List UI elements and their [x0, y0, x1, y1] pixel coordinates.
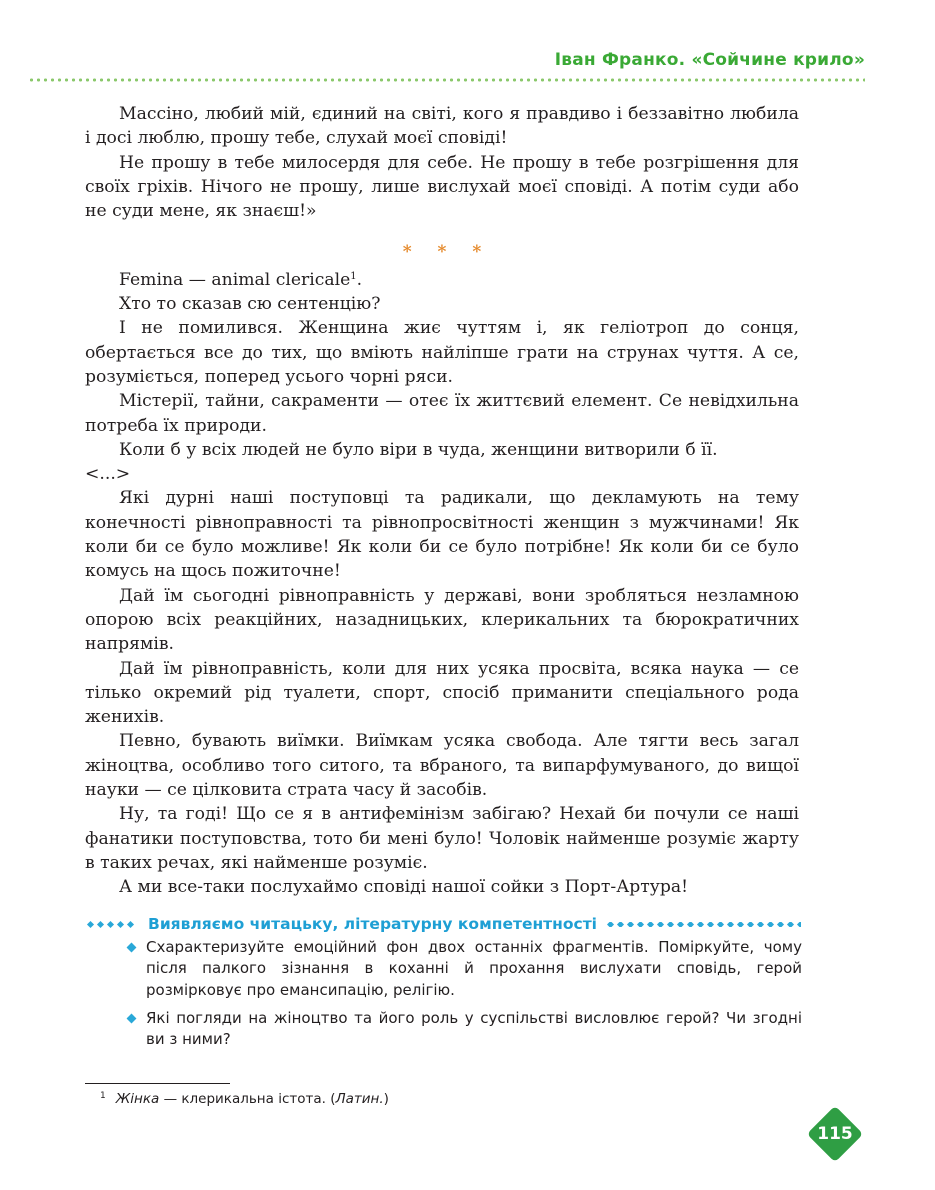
page-number-badge	[807, 1106, 863, 1162]
running-header-title: Іван Франко. «Сойчине крило»	[554, 50, 865, 70]
diamond-bullet-icon	[127, 1013, 137, 1023]
paragraph: І не помилився. Женщина жиє чуттям і, як геліотроп до сонця, обертається все до тих, що вміють найліпше грати на струнах чуття. А се, розуміється, поперед усього чорні ряси.	[85, 318, 799, 387]
section-separator: * * *	[402, 242, 492, 263]
footnote-term: Жінка	[115, 1091, 160, 1107]
footnote-mark: 1	[100, 1091, 106, 1101]
epigraph-end: .	[356, 269, 363, 290]
diamond-bullet-icon	[127, 943, 137, 953]
paragraph: Певно, бувають виїмки. Виїмкам усяка свобода. Але тягти весь загал жіноцтва, особливо того ситого, та вбраного, та випарфумуваного, до вищої науки — се цілковита страта часу й засобів.	[85, 731, 799, 801]
paragraph: А ми все-таки послухаймо сповіді нашої сойки з Порт-Артура!	[119, 877, 689, 898]
task-item	[126, 1008, 802, 1051]
paragraph: Містерії, тайни, сакраменти — отеє їх життєвий елемент. Се невідхильна потреба їх природи.	[85, 391, 799, 436]
page-number: 115	[817, 1124, 853, 1144]
task-section-header	[87, 913, 801, 935]
paragraph: Хто то сказав сю сентенцію?	[119, 294, 381, 315]
footnote-close: )	[383, 1091, 389, 1107]
header-dotted-rule	[28, 78, 865, 82]
task-item	[126, 937, 802, 1001]
main-text	[85, 102, 799, 900]
epigraph-text: Femina — animal clericale	[119, 269, 351, 290]
footnote-reference[interactable]: 1	[350, 270, 357, 282]
paragraph: Массіно, любий мій, єдиний на світі, кого я правдиво і беззавітно любила і досі люблю, прошу тебе, слухай моєї сповіді!	[85, 104, 799, 149]
diamond-ornament-left	[87, 922, 134, 927]
diamond-ornament-right	[607, 922, 801, 927]
footnote-divider	[85, 1083, 230, 1084]
omission-mark: <...>	[85, 464, 131, 485]
task-list	[126, 937, 802, 1057]
paragraph: Які дурні наші поступовці та радикали, що декламують на тему конечності рівноправності та рівнопросвітності женщин з мужчинами! Як коли би се було можливе! Як коли би се було потрібне! Як коли би се було комусь на щось пожиточне!	[85, 488, 799, 582]
task-text: Схарактеризуйте емоційний фон двох останніх фрагментів. Поміркуйте, чому після палкого зізнання в коханні й прохання вислухати сповідь, герой розмірковує про емансипацію, релігію.	[146, 938, 802, 999]
paragraph: Коли б у всіх людей не було віри в чуда, женщини витворили б її.	[119, 439, 718, 460]
epigraph	[85, 268, 799, 292]
task-section-title: Виявляємо читацьку, літературну компетентності	[148, 915, 597, 933]
footnote-lang: Латин.	[335, 1091, 384, 1107]
paragraph: Дай їм сьогодні рівноправність у державі, вони зробляться незламною опорою всіх реакційних, назадницьких, клерикальних та бюрократичних напрямів.	[85, 585, 799, 655]
footnote-text: — клерикальна істота. (	[159, 1091, 336, 1107]
task-text: Які погляди на жіноцтво та його роль у суспільстві висловлює герой? Чи згодні ви з ними?	[146, 1008, 802, 1049]
paragraph: Дай їм рівноправність, коли для них усяка просвіта, всяка наука — се тілько окремий рід туалети, спорт, спосіб приманити спеціального рода женихів.	[85, 658, 799, 728]
paragraph: Не прошу в тебе милосердя для себе. Не прошу в тебе розгрішення для своїх гріхів. Нічого не прошу, лише вислухай моєї сповіді. А потім суди або не суди мене, як знаєш!»	[85, 152, 799, 222]
footnote	[100, 1091, 389, 1107]
paragraph: Ну, та годі! Що се я в антифемінізм забігаю? Нехай би почули се наші фанатики поступовства, тото би мені було! Чоловік найменше розуміє жарту в таких речах, які найменше розуміє.	[85, 804, 799, 873]
